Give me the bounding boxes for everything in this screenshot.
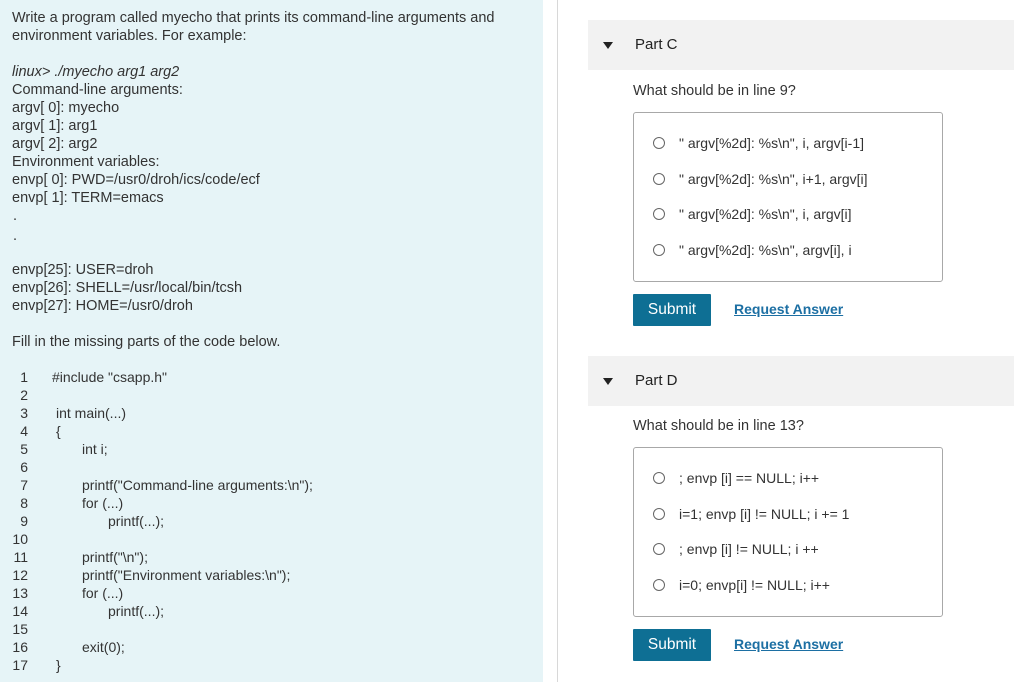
code-line: int main(...) [56,405,127,421]
code-line: for (...) [82,495,124,511]
option-label[interactable]: i=1; envp [i] != NULL; i += 1 [679,506,850,522]
line-number: 11 [13,549,28,565]
option-label[interactable]: " argv[%2d]: %s\n", i, argv[i] [679,206,852,222]
code-line: printf("\n"); [82,549,148,565]
radio-button[interactable] [653,579,665,591]
radio-button[interactable] [653,208,665,220]
example-line: Environment variables: [12,154,160,170]
line-number: 14 [12,603,28,619]
instruction-text: Fill in the missing parts of the code below. [12,334,281,350]
line-number: 7 [20,477,28,493]
code-line: printf(...); [108,513,165,529]
line-number: 17 [12,657,28,673]
ellipsis-dot: . [13,208,18,224]
line-number: 2 [20,387,28,403]
example-line: envp[26]: SHELL=/usr/local/bin/tcsh [12,280,243,296]
radio-button[interactable] [653,508,665,520]
line-number: 10 [12,531,28,547]
option-label[interactable]: " argv[%2d]: %s\n", i+1, argv[i] [679,171,868,187]
line-number: 5 [20,441,28,457]
line-number: 6 [20,459,28,475]
line-number: 3 [20,405,28,421]
option-label[interactable]: ; envp [i] == NULL; i++ [679,470,820,486]
line-number: 12 [12,567,28,583]
panel-divider [557,0,558,682]
code-line: printf("Command-line arguments:\n"); [82,477,313,493]
option-label[interactable]: " argv[%2d]: %s\n", i, argv[i-1] [679,135,865,151]
code-line: } [56,657,61,673]
line-number: 9 [20,513,28,529]
example-line: argv[ 1]: arg1 [12,118,98,134]
option-label[interactable]: " argv[%2d]: %s\n", argv[i], i [679,242,852,258]
part-c-title: Part C [635,36,678,53]
line-number: 13 [12,585,28,601]
code-line: #include "csapp.h" [52,369,168,385]
example-line: argv[ 2]: arg2 [12,136,98,152]
example-line: envp[ 0]: PWD=/usr0/droh/ics/code/ecf [12,172,260,188]
part-d-submit-button[interactable]: Submit [633,629,711,661]
code-line: printf(...); [108,603,165,619]
part-d-title: Part D [635,372,678,389]
option-label[interactable]: i=0; envp[i] != NULL; i++ [679,577,830,593]
part-d-request-answer-link[interactable]: Request Answer [734,636,844,652]
part-c-request-answer-link[interactable]: Request Answer [734,301,844,317]
example-line: envp[ 1]: TERM=emacs [12,190,164,206]
example-line: Command-line arguments: [12,82,183,98]
intro-line: Write a program called myecho that prints its command-line arguments and [12,10,495,26]
ellipsis-dot: . [13,228,18,244]
example-line: envp[27]: HOME=/usr0/droh [12,298,193,314]
code-line: for (...) [82,585,124,601]
line-number: 1 [20,369,28,385]
code-line: int i; [82,441,108,457]
collapse-triangle-icon[interactable] [603,42,613,49]
example-line: argv[ 0]: myecho [12,100,120,116]
line-number: 16 [12,639,28,655]
radio-button[interactable] [653,137,665,149]
radio-button[interactable] [653,543,665,555]
option-label[interactable]: ; envp [i] != NULL; i ++ [679,541,819,557]
line-number: 8 [20,495,28,511]
part-d-question: What should be in line 13? [633,418,804,434]
part-c-question: What should be in line 9? [633,83,796,99]
code-line: exit(0); [82,639,125,655]
line-number: 15 [12,621,28,637]
radio-button[interactable] [653,472,665,484]
example-command: linux> ./myecho arg1 arg2 [12,64,180,80]
collapse-triangle-icon[interactable] [603,378,613,385]
line-number: 4 [20,423,28,439]
radio-button[interactable] [653,173,665,185]
radio-button[interactable] [653,244,665,256]
part-c-submit-button[interactable]: Submit [633,294,711,326]
example-line: envp[25]: USER=droh [12,262,154,278]
code-line: printf("Environment variables:\n"); [82,567,291,583]
code-line: { [56,423,61,439]
intro-line: environment variables. For example: [12,28,247,44]
